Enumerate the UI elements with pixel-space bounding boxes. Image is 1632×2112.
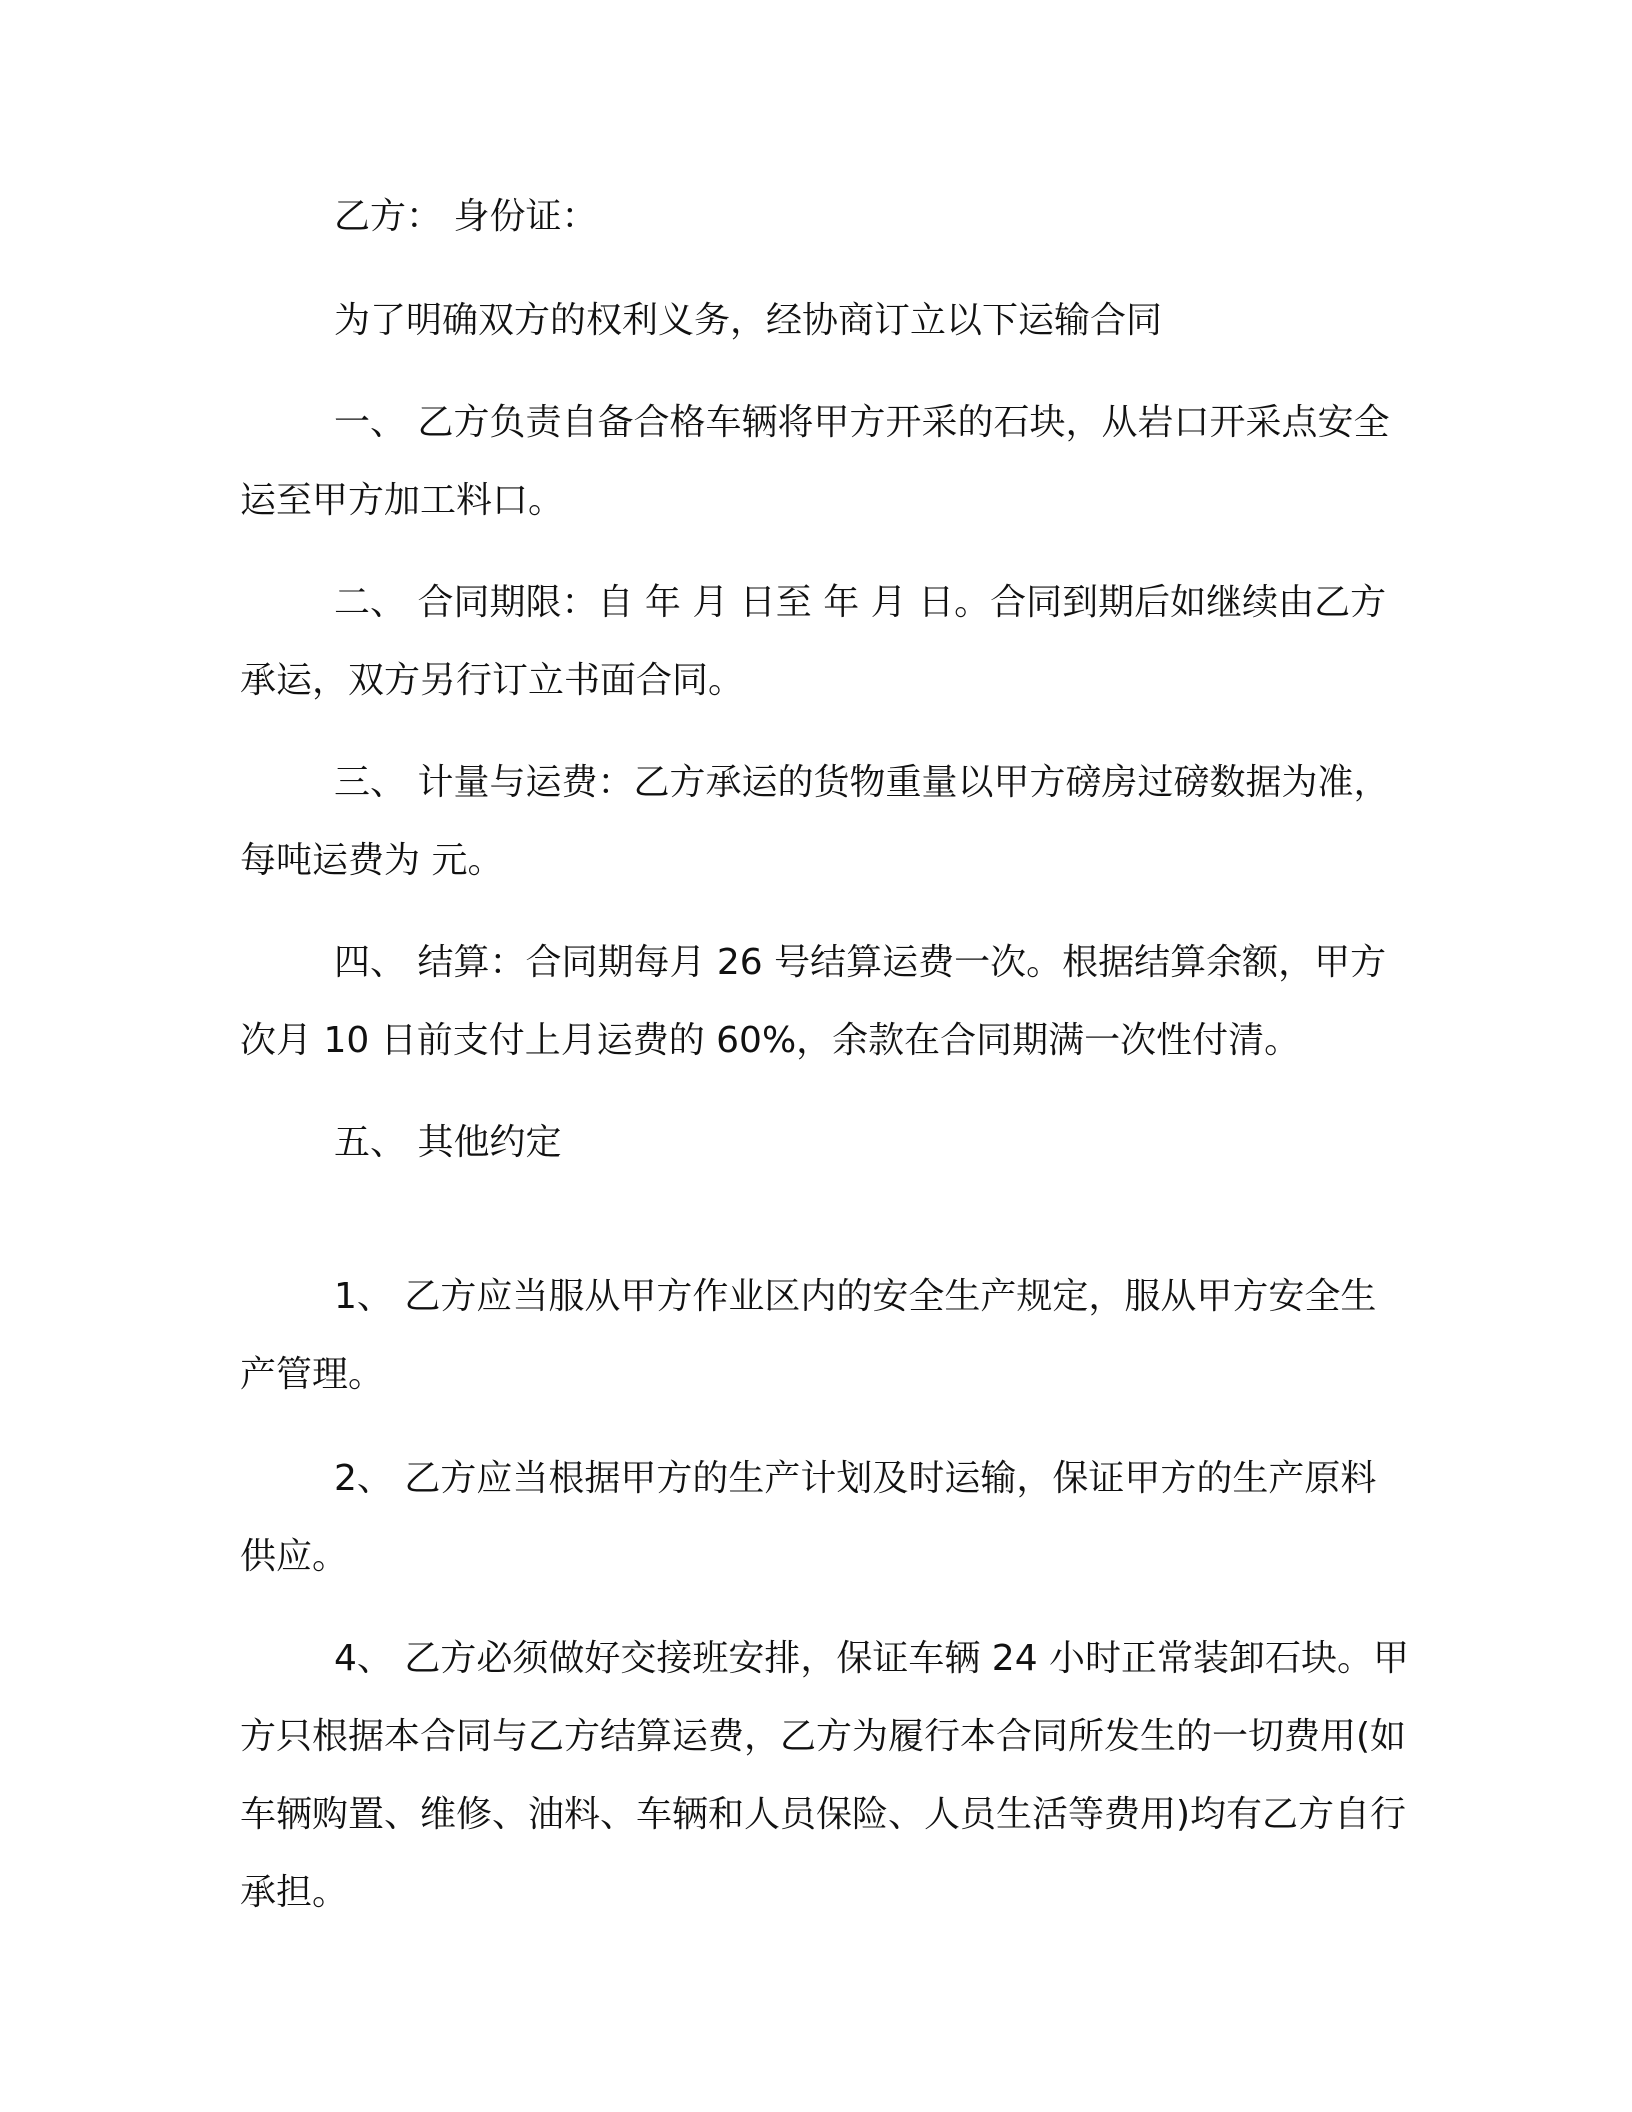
clause-2-contract-term: 二、 合同期限：自 年 月 日至 年 月 日。合同到期后如继续由乙方承运，双方另行订立书面合同。 [240,582,1387,701]
clause-5-item-1: 1、 乙方应当服从甲方作业区内的安全生产规定，服从甲方安全生产管理。 [240,1276,1377,1395]
party-b-id-line: 乙方： 身份证： [334,196,598,237]
clause-5-item-2: 2、 乙方应当根据甲方的生产计划及时运输，保证甲方的生产原料供应。 [240,1458,1377,1577]
clause-1-transport-duty: 一、 乙方负责自备合格车辆将甲方开采的石块，从岩口开采点安全运至甲方加工料口。 [240,402,1390,521]
clause-4-settlement: 四、 结算：合同期每月 26 号结算运费一次。根据结算余额，甲方次月 10 日前支付上月运费的 60%，余款在合同期满一次性付清。 [240,942,1387,1061]
clause-5-item-4: 4、 乙方必须做好交接班安排，保证车辆 24 小时正常装卸石块。甲方只根据本合同与乙方结算运费，乙方为履行本合同所发生的一切费用(如车辆购置、维修、油料、车辆和人员保险、人员生活等费用)均有乙方自行承担。 [240,1638,1410,1913]
clause-3-measurement-freight: 三、 计量与运费：乙方承运的货物重量以甲方磅房过磅数据为准，每吨运费为 元。 [240,762,1390,881]
contract-intro: 为了明确双方的权利义务，经协商订立以下运输合同 [334,300,1163,341]
clause-5-heading: 五、 其他约定 [334,1122,562,1163]
